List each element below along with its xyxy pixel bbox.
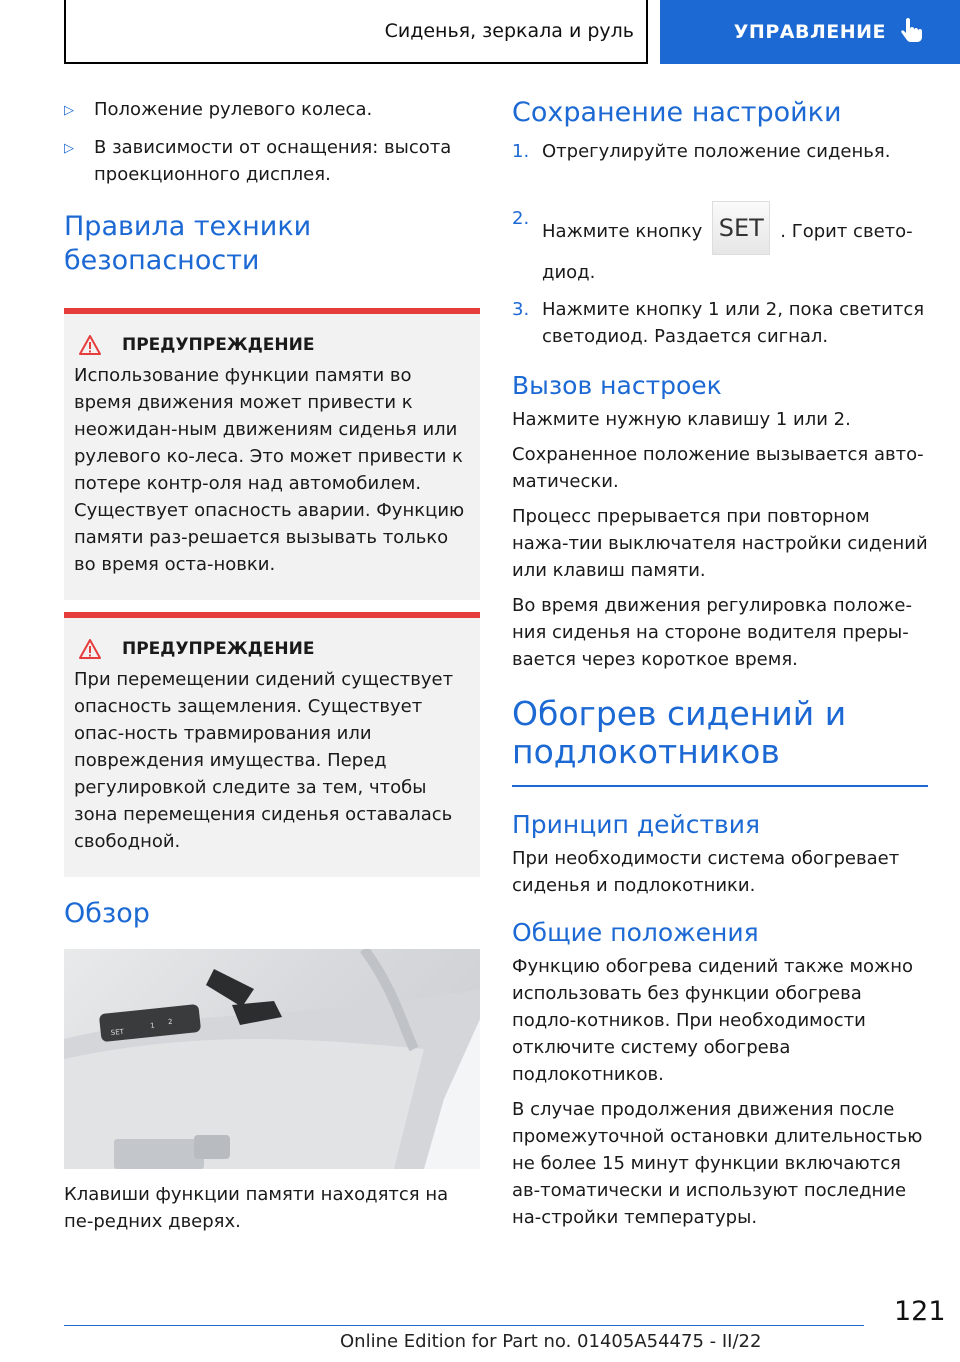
list-item: ▷ В зависимости от оснащения: высота проекционного дисплея.	[64, 134, 480, 188]
left-column	[64, 96, 480, 1235]
recall-heading: Вызов настроек	[512, 371, 722, 400]
memory-2-label: 2	[167, 1017, 173, 1027]
section-rule	[512, 785, 928, 787]
edition-footer: Online Edition for Part no. 01405A54475 - II/22	[340, 1331, 762, 1352]
step-item: 2. Нажмите кнопку SET . Горит свето-диод.	[512, 179, 928, 286]
pointing-hand-icon	[900, 18, 926, 46]
paragraph: Нажмите нужную клавишу 1 или 2.	[512, 409, 851, 430]
warning-text: При перемещении сидений существует опасность защемления. Существует опас-ность травмирования или повреждения имущества. Перед регулировкой следите за тем, чтобы зона перемещения сиденья оставалась свободной.	[74, 669, 454, 852]
paragraph: Процесс прерывается при повторном нажа-тии выключателя настройки сидений или клавиш памяти.	[512, 506, 928, 581]
set-button-icon: SET	[712, 201, 770, 255]
step-item: 1. Отрегулируйте положение сиденья.	[512, 141, 891, 162]
memory-1-label: 1	[149, 1021, 156, 1030]
warning-box	[64, 308, 480, 600]
triangle-bullet-icon: ▷	[64, 103, 74, 118]
paragraph: Сохраненное положение вызывается авто-матически.	[512, 444, 924, 492]
paragraph: Во время движения регулировка положе-ния сиденья на стороне водителя преры-вается через короткое время.	[512, 595, 912, 670]
principle-heading: Принцип действия	[512, 810, 761, 839]
overview-heading: Обзор	[64, 898, 150, 929]
warning-box	[64, 612, 480, 877]
paragraph: Функцию обогрева сидений также можно использовать без функции обогрева подло-котников. При необходимости отключите систему обогрева подлокотников.	[512, 956, 914, 1085]
door-panel-photo	[64, 949, 480, 1169]
paragraph: При необходимости система обогревает сиденья и подлокотники.	[512, 848, 900, 896]
chapter-tab[interactable]	[660, 0, 960, 64]
step-item: 3. Нажмите кнопку 1 или 2, пока светится светодиод. Раздается сигнал.	[512, 299, 925, 347]
safety-heading: Правила техники безопасности	[64, 211, 312, 276]
set-label: SET	[110, 1027, 125, 1038]
photo-caption: Клавиши функции памяти находятся на пе-редних дверях.	[64, 1184, 449, 1232]
warning-triangle-icon	[78, 638, 102, 660]
save-heading: Сохранение настройки	[512, 97, 842, 128]
page-number: 121	[894, 1296, 946, 1327]
warning-title: ПРЕДУПРЕЖДЕНИЕ	[122, 335, 315, 355]
paragraph: В случае продолжения движения после промежуточной остановки длительностью не более 15 минут функции включаются ав-томатически и используют последние на-стройки температуры.	[512, 1099, 923, 1228]
running-header	[64, 0, 648, 64]
chapter-title: УПРАВЛЕНИЕ	[733, 21, 886, 43]
heating-heading: Обогрев сидений и подлокотников	[512, 694, 847, 771]
warning-triangle-icon	[78, 334, 102, 356]
right-column	[512, 96, 928, 1231]
triangle-bullet-icon: ▷	[64, 141, 74, 156]
general-heading: Общие положения	[512, 918, 759, 947]
footer-rule	[64, 1325, 864, 1326]
memory-buttons-illustration	[64, 949, 480, 1169]
list-item: ▷ Положение рулевого колеса.	[64, 96, 480, 124]
warning-text: Использование функции памяти во время движения может привести к неожидан-ным движениям сиденья или рулевого ко-леса. Это может привести к потере контр-оля над автомобилем. Существует опасность аварии. Функцию памяти раз-решается вызывать только во время оста-новки.	[74, 365, 465, 575]
section-title: Сиденья, зеркала и руль	[384, 20, 634, 42]
warning-title: ПРЕДУПРЕЖДЕНИЕ	[122, 639, 315, 659]
